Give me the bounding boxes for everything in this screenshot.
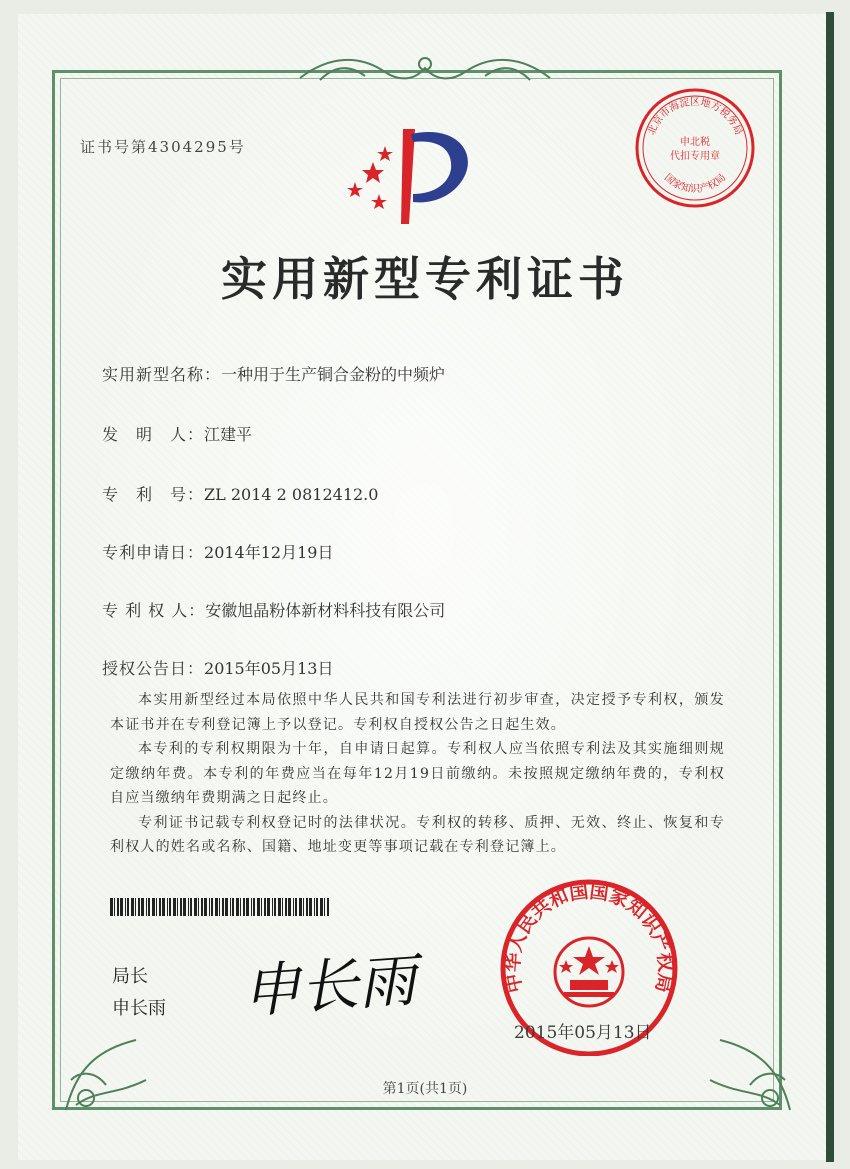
barcode-bar <box>125 898 126 916</box>
barcode-bar <box>251 898 252 916</box>
barcode-bar <box>236 898 239 916</box>
director-title: 局长 <box>112 966 148 987</box>
barcode-bar <box>316 898 318 916</box>
barcode-bar <box>156 898 157 916</box>
barcode-bar <box>306 898 308 916</box>
tax-seal-center-2: 代扣专用章 <box>670 151 720 162</box>
director-name: 申长雨 <box>112 998 166 1019</box>
field-label: 专 利 权 人： <box>102 601 206 620</box>
tax-seal-bottom-text: 国家知识产权局 <box>661 172 729 195</box>
field-label: 专 利 号： <box>102 485 205 504</box>
barcode-bar <box>173 898 176 916</box>
field-value: 2014年12月19日 <box>204 543 334 562</box>
barcode-bar <box>282 898 283 916</box>
certificate-number: 证书号第4304295号 <box>80 138 246 156</box>
barcode-bar <box>183 898 186 916</box>
barcode-bar <box>114 898 115 916</box>
barcode-bar <box>253 898 255 916</box>
barcode-bar <box>285 898 287 916</box>
top-ornament <box>290 50 560 90</box>
field-value: 安徽旭晶粉体新材料科技有限公司 <box>205 601 446 620</box>
barcode-bar <box>288 898 291 916</box>
legal-text <box>110 688 725 860</box>
barcode-bar <box>131 898 134 916</box>
barcode-bar <box>314 898 315 916</box>
field-inventor <box>102 422 252 445</box>
barcode-bar <box>177 898 178 916</box>
corner-ornament-bl <box>56 1010 176 1120</box>
barcode-bar <box>209 898 210 916</box>
barcode-bar <box>138 898 140 916</box>
barcode-bar <box>303 898 304 916</box>
barcode-bar <box>309 898 312 916</box>
barcode-bar <box>194 898 197 916</box>
field-grant-date <box>102 656 333 679</box>
barcode-bar <box>167 898 168 916</box>
barcode-bar <box>146 898 147 916</box>
barcode-bar <box>180 898 182 916</box>
barcode-bar <box>232 898 234 916</box>
barcode-bar <box>240 898 241 916</box>
barcode-bar <box>320 898 323 916</box>
tax-seal-center-1: 申北税 <box>680 137 710 148</box>
barcode-bar <box>211 898 213 916</box>
svg-text:国家知识产权局 <box>662 171 728 195</box>
barcode <box>110 898 330 916</box>
barcode-bar <box>127 898 129 916</box>
barcode-bar <box>222 898 224 916</box>
field-value: 一种用于生产铜合金粉的中频炉 <box>221 365 446 384</box>
field-label: 专利申请日： <box>102 543 205 562</box>
barcode-bar <box>169 898 171 916</box>
field-patentee <box>102 598 445 621</box>
barcode-bar <box>188 898 189 916</box>
corner-ornament-br <box>680 1010 800 1120</box>
barcode-bar <box>198 898 199 916</box>
legal-paragraph-3: 专利证书记载专利权登记时的法律状况。专利权的转移、质押、无效、终止、恢复和专利权人的姓名或名称、国籍、地址变更等事项记载在专利登记簿上。 <box>110 814 725 855</box>
tax-bureau-seal <box>632 85 758 211</box>
barcode-bar <box>162 898 165 916</box>
barcode-bar <box>152 898 155 916</box>
barcode-bar <box>148 898 150 916</box>
barcode-bar <box>246 898 249 916</box>
barcode-bar <box>295 898 297 916</box>
barcode-bar <box>204 898 207 916</box>
page-indicator: 第1页(共1页) <box>382 1081 468 1097</box>
field-patent-number <box>102 482 378 505</box>
barcode-bar <box>225 898 228 916</box>
seal-ring-text: 中华人民共和国国家知识产权局 <box>501 880 677 995</box>
barcode-bar <box>278 898 281 916</box>
legal-paragraph-1: 本实用新型经过本局依照中华人民共和国专利法进行初步审查，决定授予专利权，颁发本证书并在专利登记簿上予以登记。专利权自授权公告之日起生效。 <box>110 692 725 733</box>
barcode-bar <box>120 898 123 916</box>
barcode-bar <box>201 898 203 916</box>
handwritten-signature <box>234 938 424 1030</box>
tax-seal-ring-text: 北京市海淀区地方税务局 <box>646 97 744 137</box>
binding-edge <box>826 12 834 1162</box>
national-emblem-icon <box>555 938 623 1006</box>
barcode-bar <box>159 898 161 916</box>
field-value: 2015年05月13日 <box>204 659 334 678</box>
certificate-title: 实用新型专利证书 <box>221 252 629 306</box>
field-label: 实用新型名称： <box>102 365 222 384</box>
field-label: 授权公告日： <box>102 659 205 678</box>
barcode-bar <box>135 898 136 916</box>
field-application-date <box>102 540 333 563</box>
barcode-bar <box>257 898 260 916</box>
barcode-bar <box>264 898 266 916</box>
barcode-bar <box>267 898 270 916</box>
barcode-bar <box>215 898 218 916</box>
barcode-bar <box>272 898 273 916</box>
barcode-bar <box>324 898 325 916</box>
barcode-bar <box>274 898 276 916</box>
field-value: 江建平 <box>204 425 253 444</box>
field-label: 发 明 人： <box>102 425 205 444</box>
barcode-bar <box>327 898 329 916</box>
field-value: ZL 2014 2 0812412.0 <box>204 485 379 504</box>
barcode-bar <box>219 898 220 916</box>
barcode-bar <box>110 898 113 916</box>
barcode-bar <box>141 898 144 916</box>
field-utility-model-name <box>102 362 445 385</box>
barcode-bar <box>299 898 302 916</box>
barcode-bar <box>261 898 262 916</box>
barcode-bar <box>293 898 294 916</box>
barcode-bar <box>243 898 245 916</box>
issue-date: 2015年05月13日 <box>514 1023 652 1043</box>
signature-glyphs: 申长雨 <box>239 946 419 1026</box>
legal-paragraph-2: 本专利的专利权期限为十年，自申请日起算。专利权人应当依照专利法及其实施细则规定缴纳年费。本专利的年费应当在每年12月19日前缴纳。未按照规定缴纳年费的，专利权自应当缴纳年费期满之日起终止。 <box>110 741 725 806</box>
barcode-bar <box>230 898 231 916</box>
barcode-bar <box>190 898 192 916</box>
patent-office-logo <box>343 124 483 234</box>
barcode-bar <box>117 898 119 916</box>
